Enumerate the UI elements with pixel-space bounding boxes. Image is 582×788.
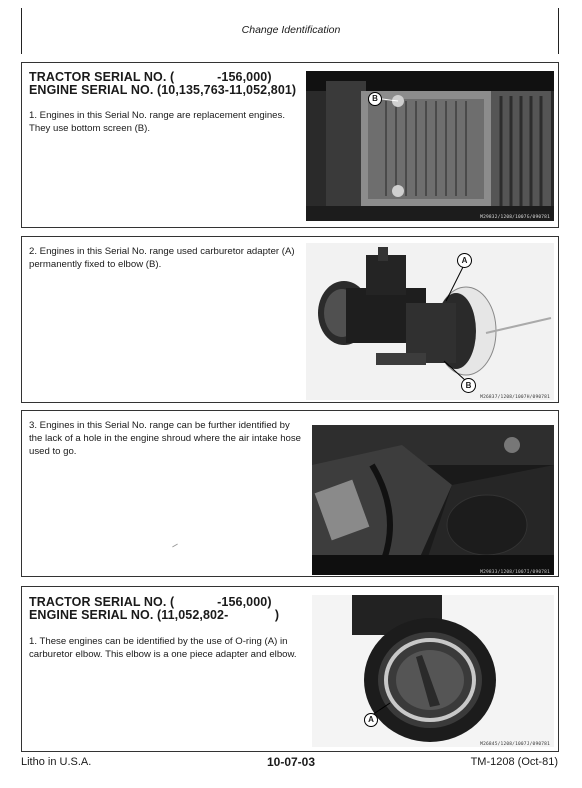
section-3 (21, 410, 559, 577)
section-1-title-engine: ENGINE SERIAL NO. (10,135,763-11,052,801) (29, 83, 297, 97)
section-3-text: 3. Engines in this Serial No. range can be further identified by the lack of a hole in the engine shroud where the air intake hose used to go. (29, 420, 302, 457)
section-1-title-tractor: TRACTOR SERIAL NO. ( -156,000) (29, 70, 272, 84)
photo-bottom-screen (306, 71, 554, 221)
photo-carburetor-adapter (306, 243, 554, 400)
section-4-text: 1. These engines can be identified by the use of O-ring (A) in carburetor elbow. This elbow is a one piece adapter and elbow. (29, 636, 297, 660)
footer-litho: Litho in U.S.A. (21, 756, 92, 768)
section-2 (21, 236, 559, 403)
photo-4-code: M26845/1208/1007J/090781 (480, 742, 550, 747)
section-1 (21, 62, 559, 228)
photo-3-code: M29833/1208/1007I/090781 (480, 570, 550, 575)
callout-b-icon: B (368, 92, 382, 106)
photo-2-code: M26837/1208/1007H/090781 (480, 395, 550, 400)
photo-o-ring-elbow (312, 595, 554, 747)
section-4-title-engine: ENGINE SERIAL NO. (11,052,802- ) (29, 608, 280, 622)
footer-page-number: 10-07-03 (266, 755, 316, 769)
callout-a-icon: A (364, 713, 378, 727)
callout-b-icon: B (461, 378, 476, 393)
photo-engine-shroud (312, 425, 554, 575)
stray-mark (172, 544, 178, 548)
section-4 (21, 586, 559, 752)
callout-a-icon: A (457, 253, 472, 268)
photo-1-code: M29832/1208/1007G/090781 (480, 215, 550, 220)
section-2-text: 2. Engines in this Serial No. range used carburetor adapter (A) permanently fixed to elbow (B). (29, 246, 295, 270)
page-header-title: Change Identification (241, 24, 341, 36)
section-1-text: 1. Engines in this Serial No. range are replacement engines. They use bottom screen (B). (29, 110, 285, 134)
section-4-title-tractor: TRACTOR SERIAL NO. ( -156,000) (29, 595, 272, 609)
footer-manual-id: TM-1208 (Oct-81) (470, 756, 558, 768)
